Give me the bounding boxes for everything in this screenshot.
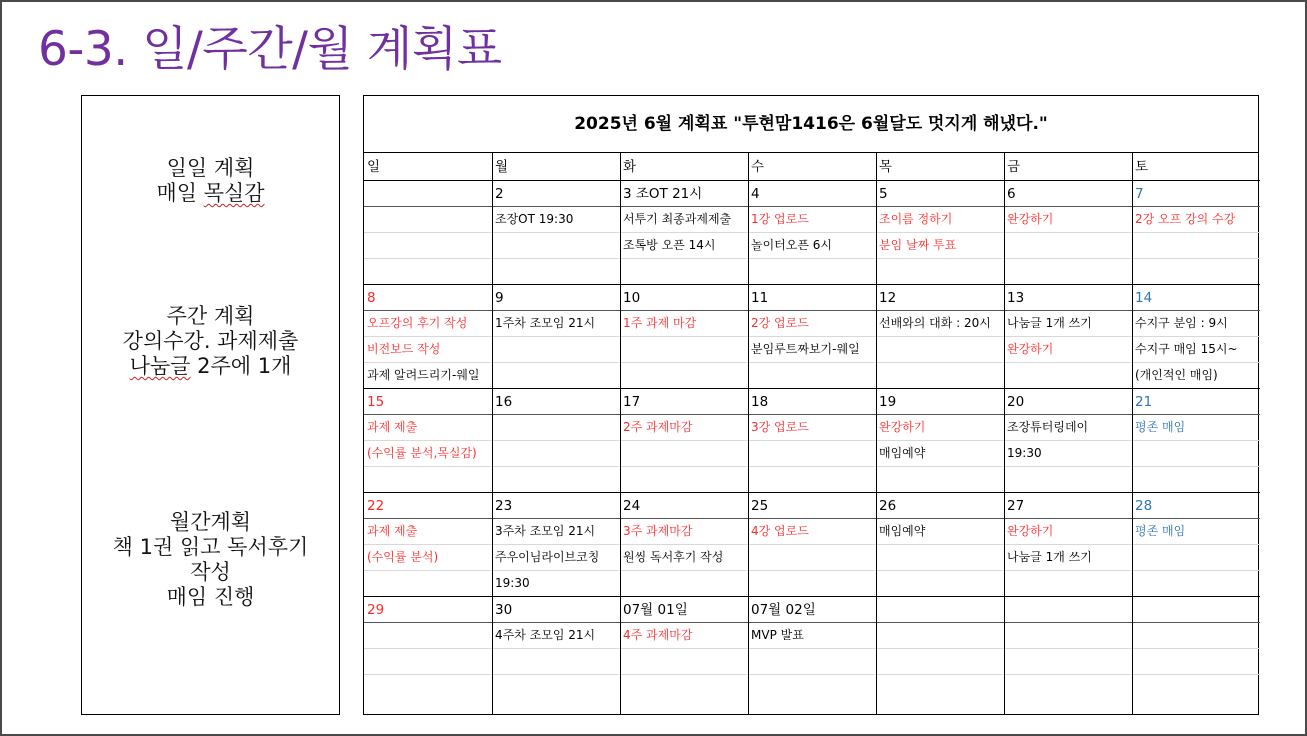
schedule-entry — [1004, 571, 1132, 596]
schedule-entry: 조장튜터링데이 — [1007, 420, 1089, 434]
schedule-entry — [876, 363, 1004, 388]
schedule-entry: 비전보드 작성 — [367, 342, 441, 356]
schedule-entry: 1주차 조모임 21시 — [495, 316, 596, 330]
calendar-title: 2025년 6월 계획표 "투현맘1416은 6월달도 멋지게 해냈다." — [364, 96, 1258, 153]
schedule-entry — [620, 675, 748, 700]
schedule-entry: 2강 오프 강의 수강 — [1135, 212, 1236, 226]
date-cell: 24 — [623, 498, 641, 514]
schedule-entry — [748, 571, 876, 596]
schedule-entry — [1132, 545, 1260, 570]
day-header: 수 — [751, 159, 765, 175]
column-divider — [492, 153, 493, 714]
date-cell: 26 — [879, 498, 897, 514]
schedule-entry — [620, 259, 748, 284]
date-cell: 30 — [495, 602, 513, 618]
schedule-entry: 과제 제출 — [367, 524, 418, 538]
schedule-entry — [876, 675, 1004, 700]
schedule-entry — [620, 649, 748, 674]
column-divider — [876, 153, 877, 714]
column-divider — [1004, 153, 1005, 714]
schedule-entry: 3주 과제마감 — [623, 524, 693, 538]
weekly-plan-detail-2: 나눔글 2주에 1개 — [129, 354, 292, 378]
schedule-entry: 분임루트짜보기-웨일 — [751, 342, 860, 356]
schedule-entry — [876, 467, 1004, 492]
weekly-plan-detail-1: 강의수강. 과제제출 — [122, 329, 299, 353]
schedule-entry: (수익률 분석) — [367, 550, 439, 564]
date-cell: 14 — [1135, 290, 1153, 306]
schedule-entry — [620, 467, 748, 492]
daily-plan-heading: 일일 계획 — [166, 156, 255, 180]
day-header: 목 — [879, 159, 893, 175]
plan-summary-box — [81, 95, 340, 715]
schedule-entry — [748, 259, 876, 284]
column-divider — [620, 153, 621, 714]
schedule-entry — [876, 623, 1004, 648]
schedule-entry: 수지구 매임 15시~ — [1135, 342, 1238, 356]
schedule-entry: 평존 매임 — [1135, 420, 1186, 434]
schedule-entry: 조장OT 19:30 — [495, 212, 574, 226]
date-cell: 07월 02일 — [751, 602, 816, 618]
schedule-entry: 조톡방 오픈 14시 — [623, 238, 716, 252]
schedule-entry — [1004, 675, 1132, 700]
schedule-entry: 19:30 — [1007, 446, 1042, 460]
day-header: 월 — [495, 159, 509, 175]
schedule-entry — [748, 363, 876, 388]
schedule-entry: 3주차 조모임 21시 — [495, 524, 596, 538]
schedule-entry — [492, 415, 620, 440]
weekly-plan — [82, 304, 339, 379]
schedule-entry — [1004, 623, 1132, 648]
schedule-entry — [620, 441, 748, 466]
schedule-entry — [748, 441, 876, 466]
schedule-entry: 주우이님라이브코칭 — [495, 550, 600, 564]
schedule-entry: 4주 과제마감 — [623, 628, 693, 642]
schedule-entry — [364, 259, 492, 284]
date-cell: 22 — [367, 498, 385, 514]
schedule-entry: 19:30 — [495, 576, 530, 590]
schedule-entry — [748, 467, 876, 492]
date-cell: 11 — [751, 290, 769, 306]
date-cell — [1132, 597, 1260, 623]
column-divider — [1132, 153, 1133, 714]
schedule-entry: 선배와의 대화 : 20시 — [879, 316, 991, 330]
date-cell: 17 — [623, 394, 641, 410]
date-cell: 9 — [495, 290, 504, 306]
schedule-entry — [1132, 233, 1260, 258]
date-cell: 28 — [1135, 498, 1153, 514]
schedule-entry — [492, 467, 620, 492]
schedule-entry: 4강 업로드 — [751, 524, 809, 538]
date-cell: 7 — [1135, 186, 1144, 202]
schedule-entry: 완강하기 — [1007, 212, 1054, 226]
schedule-entry — [364, 467, 492, 492]
schedule-entry — [876, 259, 1004, 284]
schedule-entry — [1132, 441, 1260, 466]
misspelled-word: 목실감 — [203, 181, 265, 205]
schedule-entry: 4주차 조모임 21시 — [495, 628, 596, 642]
date-cell: 27 — [1007, 498, 1025, 514]
schedule-entry — [492, 649, 620, 674]
schedule-entry: 완강하기 — [1007, 524, 1054, 538]
schedule-entry — [748, 675, 876, 700]
schedule-entry — [1004, 233, 1132, 258]
schedule-entry: 평존 매임 — [1135, 524, 1186, 538]
date-cell: 8 — [367, 290, 376, 306]
schedule-entry: 3강 업로드 — [751, 420, 809, 434]
schedule-entry — [1004, 259, 1132, 284]
schedule-entry: 놀이터오픈 6시 — [751, 238, 833, 252]
schedule-entry: 매임예약 — [879, 524, 926, 538]
schedule-entry: 2강 업로드 — [751, 316, 809, 330]
schedule-entry — [620, 571, 748, 596]
schedule-entry: 원씽 독서후기 작성 — [623, 550, 724, 564]
schedule-entry — [1132, 467, 1260, 492]
date-cell: 10 — [623, 290, 641, 306]
date-cell: 23 — [495, 498, 513, 514]
column-divider — [748, 153, 749, 714]
schedule-entry — [748, 649, 876, 674]
schedule-entry — [1004, 649, 1132, 674]
schedule-entry: 분임 날짜 투표 — [879, 238, 957, 252]
schedule-entry — [1132, 571, 1260, 596]
schedule-entry: 매임예약 — [879, 446, 926, 460]
schedule-entry — [364, 233, 492, 258]
schedule-entry: (수익률 분석,목실감) — [367, 446, 477, 460]
schedule-entry: 수지구 분임 : 9시 — [1135, 316, 1228, 330]
schedule-entry — [364, 207, 492, 232]
slide-title: 6-3. 일/주간/월 계획표 — [38, 22, 502, 77]
schedule-entry — [876, 545, 1004, 570]
schedule-entry: 나눔글 1개 쓰기 — [1007, 550, 1092, 564]
schedule-entry — [364, 623, 492, 648]
date-cell: 25 — [751, 498, 769, 514]
schedule-entry — [876, 649, 1004, 674]
monthly-plan-detail-3: 매임 진행 — [166, 585, 255, 609]
monthly-plan-heading: 월간계획 — [169, 510, 252, 534]
schedule-entry — [620, 363, 748, 388]
day-header: 토 — [1135, 159, 1149, 175]
schedule-entry — [1132, 623, 1260, 648]
schedule-entry — [748, 545, 876, 570]
schedule-entry: 1주 과제 마감 — [623, 316, 697, 330]
date-cell — [364, 181, 492, 207]
date-cell: 07월 01일 — [623, 602, 688, 618]
date-cell: 20 — [1007, 394, 1025, 410]
schedule-entry — [492, 259, 620, 284]
schedule-entry — [1004, 363, 1132, 388]
date-cell: 15 — [367, 394, 385, 410]
schedule-entry — [364, 571, 492, 596]
schedule-entry — [1132, 649, 1260, 674]
day-header: 금 — [1007, 159, 1021, 175]
schedule-entry — [876, 571, 1004, 596]
schedule-entry — [492, 675, 620, 700]
day-header: 일 — [367, 159, 381, 175]
monthly-plan — [82, 510, 339, 610]
schedule-entry: 1강 업로드 — [751, 212, 809, 226]
schedule-entry: 조이름 정하기 — [879, 212, 953, 226]
daily-plan — [82, 156, 339, 206]
schedule-entry: 나눔글 1개 쓰기 — [1007, 316, 1092, 330]
date-cell: 6 — [1007, 186, 1016, 202]
schedule-entry — [492, 441, 620, 466]
schedule-entry — [492, 233, 620, 258]
calendar-table — [363, 95, 1259, 715]
daily-plan-detail: 매일 목실감 — [156, 181, 265, 205]
schedule-entry — [1132, 675, 1260, 700]
schedule-entry — [620, 337, 748, 362]
schedule-entry: 과제 제출 — [367, 420, 418, 434]
schedule-entry: 완강하기 — [1007, 342, 1054, 356]
date-cell: 4 — [751, 186, 760, 202]
date-cell: 3 조OT 21시 — [623, 186, 703, 202]
schedule-entry: (개인적인 매임) — [1135, 368, 1218, 382]
schedule-entry: 오프강의 후기 작성 — [367, 316, 468, 330]
schedule-entry: MVP 발표 — [751, 628, 804, 642]
date-cell: 5 — [879, 186, 888, 202]
date-cell: 19 — [879, 394, 897, 410]
date-cell — [1004, 597, 1132, 623]
schedule-entry — [492, 337, 620, 362]
day-header: 화 — [623, 159, 637, 175]
date-cell: 12 — [879, 290, 897, 306]
schedule-entry: 서투기 최종과제제출 — [623, 212, 732, 226]
schedule-entry: 2주 과제마감 — [623, 420, 693, 434]
date-cell: 2 — [495, 186, 504, 202]
monthly-plan-detail-1: 책 1권 읽고 독서후기 — [112, 535, 309, 559]
schedule-entry: 완강하기 — [879, 420, 926, 434]
schedule-entry — [1004, 467, 1132, 492]
schedule-entry — [364, 649, 492, 674]
schedule-entry — [1132, 259, 1260, 284]
date-cell: 13 — [1007, 290, 1025, 306]
date-cell: 21 — [1135, 394, 1153, 410]
date-cell: 29 — [367, 602, 385, 618]
schedule-entry — [364, 675, 492, 700]
misspelled-word: 나눔글 — [129, 354, 191, 378]
monthly-plan-detail-2: 작성 — [190, 560, 231, 584]
schedule-entry — [492, 363, 620, 388]
schedule-entry — [876, 337, 1004, 362]
date-cell: 18 — [751, 394, 769, 410]
date-cell — [876, 597, 1004, 623]
weekly-plan-heading: 주간 계획 — [166, 304, 255, 328]
date-cell: 16 — [495, 394, 513, 410]
schedule-entry: 과제 알려드리기-웨일 — [367, 368, 480, 382]
